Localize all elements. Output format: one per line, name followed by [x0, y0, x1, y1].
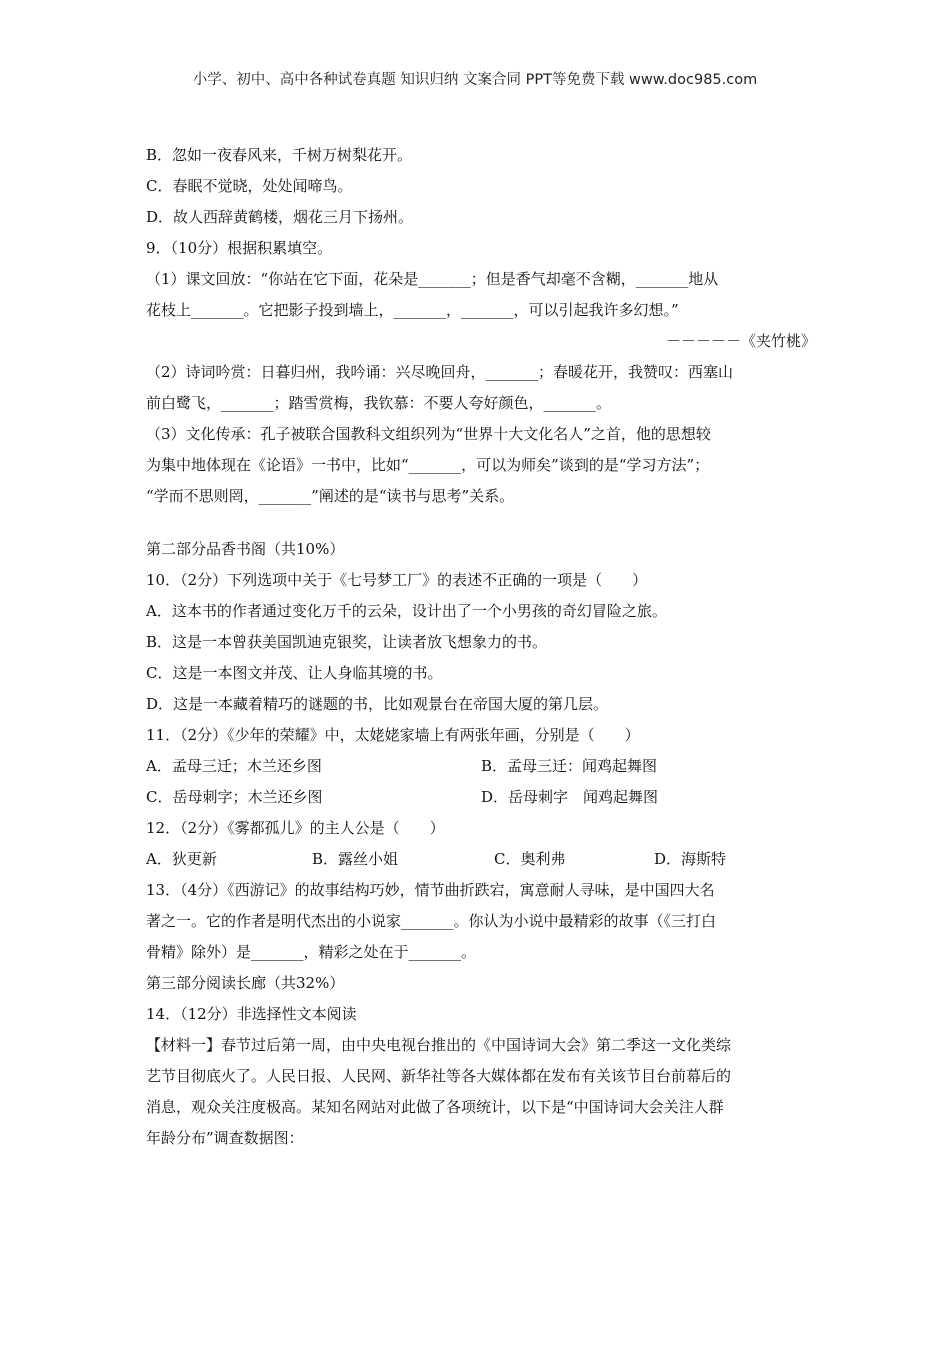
q10-stem: 10．（2分）下列选项中关于《七号梦工厂》的表述不正确的一项是（ ）	[146, 571, 648, 589]
q13-line3: 骨精》除外）是_______，精彩之处在于_______。	[146, 943, 477, 961]
q12-stem: 12．（2分）《雾都孤儿》的主人公是（ ）	[146, 819, 445, 837]
q11-option-d: D．岳母刺字 闻鸡起舞图	[481, 788, 659, 806]
q12-option-d: D．海斯特	[654, 850, 727, 868]
q12-option-a: A．狄更新	[146, 850, 217, 868]
q8-option-c: C．春眠不觉晓，处处闻啼鸟。	[146, 177, 353, 195]
q14-material1-line1: 【材料一】春节过后第一周，由中央电视台推出的《中国诗词大会》第二季这一文化类综	[146, 1036, 732, 1054]
q10-option-d: D．这是一本藏着精巧的谜题的书，比如观景台在帝国大厦的第几层。	[146, 695, 609, 713]
q12-option-c: C．奥利弗	[494, 850, 566, 868]
q11-stem: 11．（2分）《少年的荣耀》中，太姥姥家墙上有两张年画，分别是（ ）	[146, 726, 640, 744]
q9-part1-line2: 花枝上_______。它把影子投到墙上，_______，_______，可以引起我许多幻想。”	[146, 301, 679, 319]
q8-option-b: B．忽如一夜春风来，千树万树梨花开。	[146, 146, 413, 164]
part2-title: 第二部分品香书阁（共10%）	[146, 540, 345, 558]
q9-part1-source: －－－－－《夹竹桃》	[665, 332, 816, 350]
q11-options-row2	[146, 782, 816, 813]
q10-option-b: B．这是一本曾获美国凯迪克银奖，让读者放飞想象力的书。	[146, 633, 548, 651]
page-header: 小学、初中、高中各种试卷真题 知识归纳 文案合同 PPT等免费下载 www.doc985.com	[192, 72, 758, 88]
q12-options-row	[146, 844, 816, 875]
q9-part2-line2: 前白鹭飞，_______；踏雪赏梅，我钦慕：不要人夸好颜色，_______。	[146, 394, 612, 412]
q9-part1-line1: （1）课文回放：“你站在它下面，花朵是_______；但是香气却毫不含糊，_______地从	[146, 270, 719, 288]
q9-part3-line3: “学而不思则罔，_______”阐述的是“读书与思考”关系。	[146, 487, 515, 505]
part3-title: 第三部分阅读长廊（共32%）	[146, 974, 345, 992]
q9-stem: 9．（10分）根据积累填空。	[146, 239, 333, 257]
q9-part3-line1: （3）文化传承：孔子被联合国教科文组织列为“世界十大文化名人”之首，他的思想较	[146, 425, 711, 443]
q11-option-c: C．岳母刺字；木兰还乡图	[146, 788, 323, 806]
q11-option-a: A．孟母三迁；木兰还乡图	[146, 757, 322, 775]
q9-part2-line1: （2）诗词吟赏：日暮归州，我吟诵：兴尽晚回舟，_______；春暖花开，我赞叹：西塞山	[146, 363, 734, 381]
q12-option-b: B．露丝小姐	[312, 850, 399, 868]
q10-option-c: C．这是一本图文并茂、让人身临其境的书。	[146, 664, 443, 682]
q8-option-d: D．故人西辞黄鹤楼，烟花三月下扬州。	[146, 208, 414, 226]
q11-options-row1	[146, 751, 816, 782]
q10-option-a: A．这本书的作者通过变化万千的云朵，设计出了一个小男孩的奇幻冒险之旅。	[146, 602, 667, 620]
q9-part3-line2: 为集中地体现在《论语》一书中，比如“_______，可以为师矣”谈到的是“学习方法”；	[146, 456, 710, 474]
q13-line2: 著之一。它的作者是明代杰出的小说家_______。你认为小说中最精彩的故事（《三打白	[146, 912, 717, 930]
q14-stem: 14．（12分）非选择性文本阅读	[146, 1005, 357, 1023]
q13-line1: 13．（4分）《西游记》的故事结构巧妙，情节曲折跌宕，寓意耐人寻味，是中国四大名	[146, 881, 715, 899]
q11-option-b: B．孟母三迁：闻鸡起舞图	[481, 757, 658, 775]
q14-material1-line2: 艺节目彻底火了。人民日报、人民网、新华社等各大媒体都在发布有关该节目台前幕后的	[146, 1067, 732, 1085]
q14-material1-line4: 年龄分布”调查数据图：	[146, 1129, 304, 1147]
exam-content	[146, 140, 816, 1154]
q14-material1-line3: 消息，观众关注度极高。某知名网站对此做了各项统计，以下是“中国诗词大会关注人群	[146, 1098, 724, 1116]
